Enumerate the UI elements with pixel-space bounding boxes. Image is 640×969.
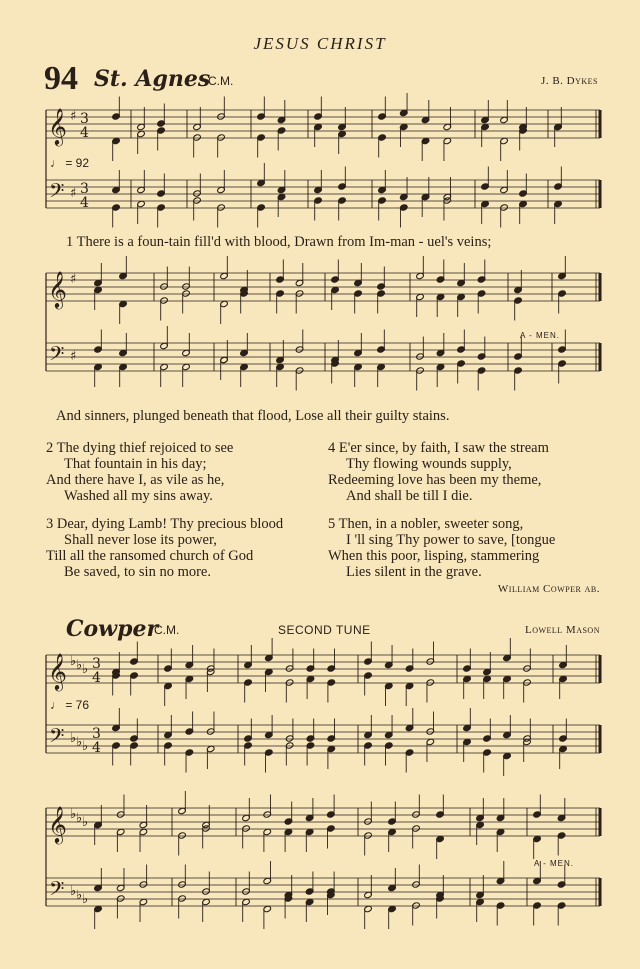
treble-clef: 𝄞	[48, 107, 67, 145]
lyric-line-1: 1 There is a foun-tain fill'd with blood, Drawn from Im-man - uel's veins;	[66, 234, 492, 250]
hymn-number: 94	[44, 60, 78, 97]
verse-line: That fountain in his day;	[64, 456, 207, 472]
tune-name-cowper: Cowper	[66, 616, 159, 642]
verse-line: And there have I, as vile as he,	[46, 472, 225, 488]
verse-line: Till all the ransomed church of God	[46, 548, 254, 564]
verse-line: 3 Dear, dying Lamb! Thy precious blood	[46, 516, 284, 532]
key-accidental: ♭	[70, 884, 77, 899]
meter-label-cowper: C.M.	[154, 623, 180, 637]
treble-clef: 𝄞	[48, 805, 67, 843]
verse-line: Washed all my sins away.	[64, 488, 213, 504]
key-accidental: ♭	[76, 811, 83, 826]
key-accidental: ♭	[76, 658, 83, 673]
key-accidental: ♭	[82, 892, 89, 907]
verse-line: Redeeming love has been my theme,	[328, 472, 542, 488]
verse-3	[46, 516, 283, 580]
bass-clef: 𝄢	[49, 724, 65, 752]
verse-line: When this poor, lisping, stammering	[328, 548, 540, 564]
key-accidental: ♭	[82, 815, 89, 830]
time-signature: 4	[92, 740, 101, 756]
time-signature: 4	[80, 195, 89, 211]
time-signature: 4	[80, 125, 89, 141]
lyric-line-2: And sinners, plunged beneath that flood, Lose all their guilty stains.	[56, 408, 450, 424]
verse-4	[328, 440, 549, 504]
treble-clef: 𝄞	[48, 270, 67, 308]
composer-dykes: J. B. Dykes	[541, 75, 598, 87]
verse-line: 2 The dying thief rejoiced to see	[46, 440, 234, 456]
bass-clef: 𝄢	[49, 179, 65, 207]
tempo-marking-cowper: ♩ = 76	[50, 698, 90, 712]
key-accidental: ♭	[82, 662, 89, 677]
verse-line: 5 Then, in a nobler, sweeter song,	[328, 516, 524, 532]
key-accidental: ♭	[76, 735, 83, 750]
time-signature: 3	[92, 726, 101, 742]
time-signature: 4	[92, 670, 101, 686]
bass-clef: 𝄢	[49, 877, 65, 905]
verse-line: 4 E'er since, by faith, I saw the stream	[328, 440, 549, 456]
time-signature: 3	[92, 656, 101, 672]
key-accidental: ♭	[76, 888, 83, 903]
amen-label-94: A - MEN.	[520, 331, 561, 340]
verse-line: Thy flowing wounds supply,	[346, 456, 512, 472]
key-accidental: ♯	[70, 272, 77, 287]
verse-line: Lies silent in the grave.	[346, 564, 482, 580]
key-accidental: ♯	[70, 109, 77, 124]
tune-name-st-agnes: St. Agnes	[94, 66, 211, 92]
treble-clef: 𝄞	[48, 652, 67, 690]
verse-line: Shall never lose its power,	[64, 532, 217, 548]
time-signature: 3	[80, 111, 89, 127]
key-accidental: ♭	[70, 654, 77, 669]
key-accidental: ♯	[70, 349, 77, 364]
time-signature: 3	[80, 181, 89, 197]
verse-5	[328, 516, 555, 580]
meter-label: C.M.	[208, 74, 234, 88]
bass-clef: 𝄢	[49, 342, 65, 370]
amen-label-cowper: A - MEN.	[534, 859, 575, 868]
key-accidental: ♭	[70, 731, 77, 746]
verse-line: I 'll sing Thy power to save, [tongue	[346, 532, 556, 548]
verse-line: Be saved, to sin no more.	[64, 564, 211, 580]
page-header: JESUS CHRIST	[253, 34, 387, 53]
verse-2	[46, 440, 233, 504]
verse-line: And shall be till I die.	[346, 488, 473, 504]
key-accidental: ♭	[70, 807, 77, 822]
key-accidental: ♯	[70, 186, 77, 201]
second-tune-label: SECOND TUNE	[278, 623, 371, 637]
tempo-marking-94: ♩ = 92	[50, 156, 90, 170]
author-cowper: William Cowper ab.	[497, 583, 600, 595]
composer-mason: Lowell Mason	[524, 624, 600, 636]
key-accidental: ♭	[82, 739, 89, 754]
